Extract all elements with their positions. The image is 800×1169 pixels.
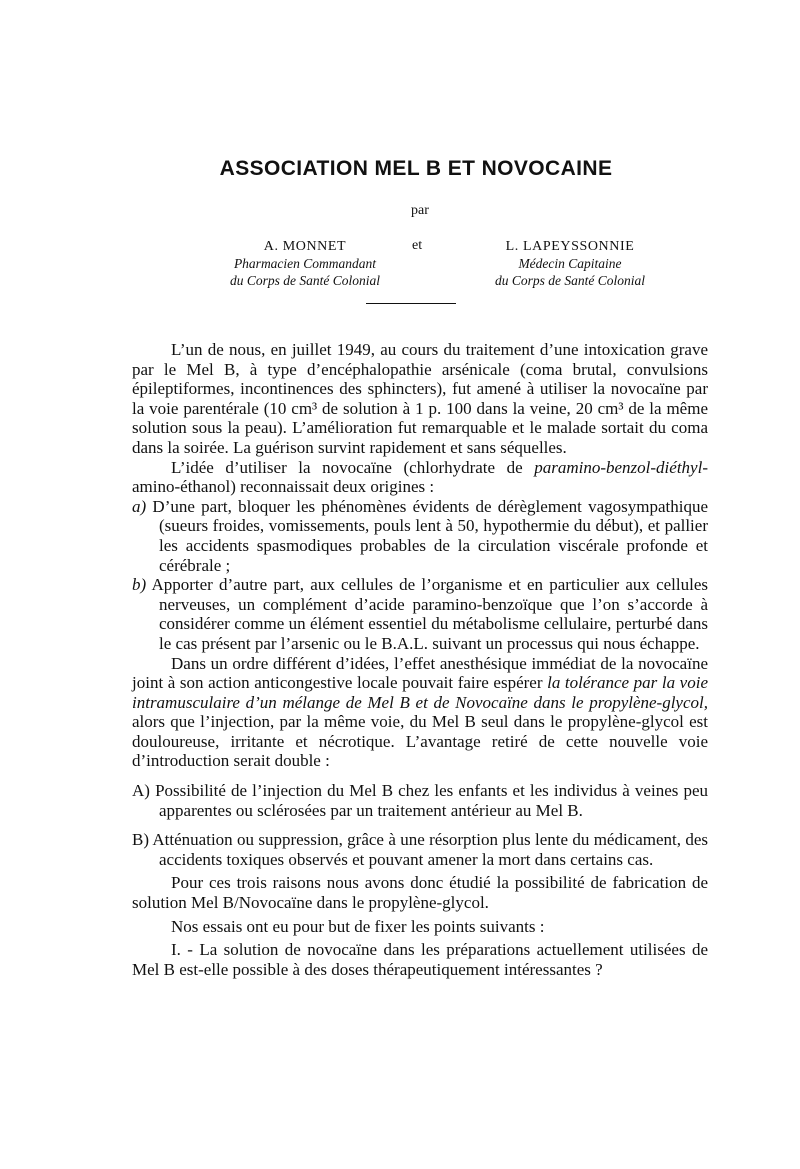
paragraph-5: Nos essais ont eu pour but de fixer les points suivants : (171, 916, 545, 936)
list-label-B: B) (132, 830, 149, 850)
paragraph-2-emphasis: paramino-benzol-diéthyl (534, 457, 703, 477)
paragraph-4: Pour ces trois raisons nous avons donc étudié la possibilité de fabrication de solution Mel B/Novocaïne dans le propylène-glycol. (132, 873, 708, 913)
author-affiliation: du Corps de Santé Colonial (494, 273, 645, 288)
author-1 (190, 238, 423, 289)
author-name: L. LAPEYSSONNIE (505, 239, 635, 254)
paragraph-3 (132, 654, 708, 772)
byline: par (411, 203, 429, 218)
list-item-B (132, 830, 708, 869)
article-title: ASSOCIATION MEL B ET NOVOCAINE (219, 157, 613, 180)
paragraph-6: I. - La solution de novocaïne dans les préparations actuellement utilisées de Mel B est-elle possible à des doses thérapeutiquement intéressantes ? (132, 940, 708, 979)
title-divider (366, 303, 456, 304)
paragraph-2-text-b: -amino-éthanol) reconnaissait deux origines : (132, 457, 708, 497)
paragraph-3-text-b: alors que l’injection, par la même voie, du Mel B seul dans le propylène-glycol est douloureuse, irritante et nécrotique. L’avantage retiré de cette nouvelle voie d’introduction serait double : (132, 712, 708, 771)
author-affiliation: du Corps de Santé Colonial (229, 273, 380, 288)
list-label-A: A) (132, 781, 150, 801)
list-text-a: D’une part, bloquer les phénomènes évidents de dérèglement vagosympathique (sueurs froides, vomissements, pouls lent à 50, hypothermie du début), et pallier les accidents spasmodiques probables de la circulation viscérale profonde et cérébrale ; (152, 496, 708, 575)
paragraph-3-emphasis: la tolérance par la voie intramusculaire d’un mélange de Mel B et de Novocaïne dans le propylène-glycol, (132, 673, 708, 712)
list-label-a: a) (132, 496, 147, 516)
paragraph-1: L’un de nous, en juillet 1949, au cours du traitement d’une intoxication grave par le Mel B, à type d’encéphalopathie arsénicale (coma brutal, convulsions épileptiformes, incontinences des sphincters), fut amené à utiliser la novocaïne par la voie parentérale (10 cm³ de solution à 1 p. 100 dans la veine, 20 cm³ de la même solution sous la peau). L’amélioration fut remarquable et le malade sortait du coma dans la soirée. La guérison survint rapidement et sans séquelles. (132, 340, 708, 457)
paragraph-2 (132, 458, 708, 497)
list-text-A: Possibilité de l’injection du Mel B chez les enfants et les individus à veines peu apparentes ou sclérosées par un traitement antérieur au Mel B. (155, 781, 709, 820)
author-conjunction: et (412, 238, 423, 253)
paragraph-2-text-a: L’idée d’utiliser la novocaïne (chlorhydrate de (171, 457, 535, 477)
article-body (132, 340, 708, 979)
list-item-b (132, 575, 708, 653)
list-text-b: Apporter d’autre part, aux cellules de l’organisme et en particulier aux cellules nerveuses, un complément d’acide paramino-benzoïque que l’on s’accorde à considérer comme un élément essentiel du métabolisme cellulaire, perturbé dans le cas présent par l’arsenic ou le B.A.L. suivant un processus qui nous échappe. (151, 575, 709, 653)
list-label-b: b) (132, 575, 147, 595)
author-name: A. MONNET (263, 239, 347, 254)
list-text-B: Atténuation ou suppression, grâce à une résorption plus lente du médicament, des accidents toxiques observés et pouvant amener la mort dans certains cas. (152, 830, 709, 869)
list-item-A (132, 781, 708, 820)
author-role: Pharmacien Commandant (233, 256, 377, 271)
author-role: Médecin Capitaine (518, 256, 622, 271)
list-item-a (132, 497, 708, 575)
author-2 (455, 238, 685, 289)
paragraph-3-text-a: Dans un ordre différent d’idées, l’effet anesthésique immédiat de la novocaïne joint à son action anticongestive locale pouvait faire espérer (132, 653, 708, 693)
